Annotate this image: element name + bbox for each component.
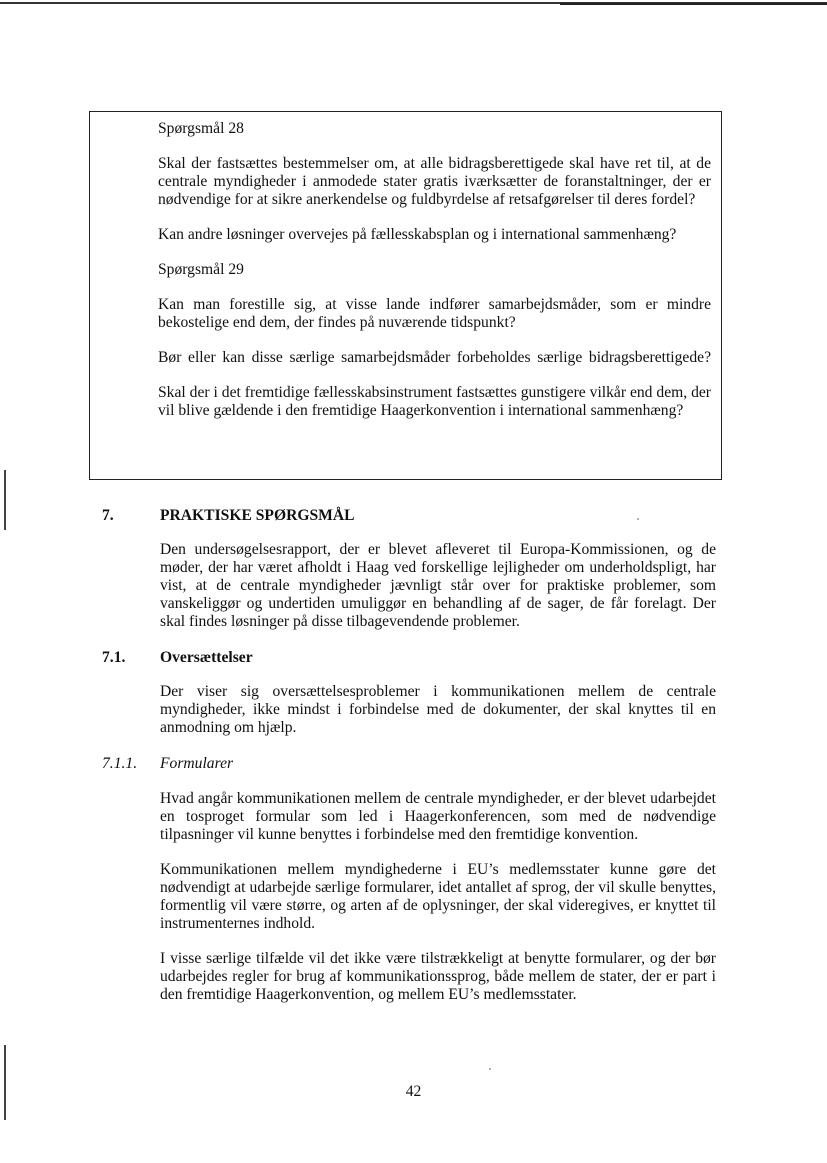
question-29-heading: Spørgsmål 29 xyxy=(158,261,244,278)
scan-speck xyxy=(637,518,639,520)
question-28-text: Skal der fastsættes bestemmelser om, at alle bidragsberettigede skal have ret til, at de centrale myndigheder i anmodede stater gratis iværksætter de foranstaltninger, der er nødvendige for at sikre anerkendelse og fuldbyrdelse af retsafgørelser til deres fordel? xyxy=(158,155,711,208)
section-7-1-1-number: 7.1.1. xyxy=(102,755,138,772)
questions-box-content xyxy=(158,120,711,437)
question-29-text: Kan man forestille sig, at visse lande indfører samarbejdsmåder, som er mindre bekostelige end dem, der findes på nuværende tidspunkt? xyxy=(158,296,711,331)
section-7-1-1-title: Formularer xyxy=(160,755,234,772)
scan-speck xyxy=(489,1068,491,1070)
section-7-number: 7. xyxy=(102,507,114,524)
section-7-1-number: 7.1. xyxy=(102,649,126,666)
question-29-followup: Bør eller kan disse særlige samarbejdsmåder forbeholdes særlige bidragsberettigede? xyxy=(158,349,711,366)
section-7-1-title: Oversættelser xyxy=(160,649,253,666)
question-28-followup: Kan andre løsninger overvejes på fællesskabsplan og i international sammenhæng? xyxy=(158,226,677,243)
section-7-1-1-paragraph-2: Kommunikationen mellem myndighederne i EU’s medlemsstater kunne gøre det nødvendigt at udarbejde særlige formularer, idet antallet af sprog, der vil skulle benyttes, formentlig vil være større, og arten af de oplysninger, der skal videregives, er knyttet til instrumenternes indhold. xyxy=(160,861,716,932)
section-7-1-1-paragraph-1: Hvad angår kommunikationen mellem de centrale myndigheder, er der blevet udarbejdet en tosproget formular som led i Haagerkonferencen, som med de nødvendige tilpasninger vil kunne benyttes i forbindelse med den fremtidige konvention. xyxy=(160,790,716,843)
section-7-1-1-body xyxy=(160,790,716,1021)
section-7-1-1-paragraph-3: I visse særlige tilfælde vil det ikke være tilstrækkeligt at benytte formularer, og der bør udarbejdes regler for brug af kommunikationssprog, både mellem de stater, der er part i den fremtidige Haagerkonvention, og mellem EU’s medlemsstater. xyxy=(160,950,716,1003)
scan-edge-left xyxy=(4,470,6,530)
section-7-body xyxy=(160,541,716,631)
section-7-1-body xyxy=(160,683,716,737)
question-28-heading: Spørgsmål 28 xyxy=(158,120,244,137)
page-number: 42 xyxy=(405,1083,422,1100)
section-7-title: PRAKTISKE SPØRGSMÅL xyxy=(160,507,355,524)
scan-edge-top-dark xyxy=(560,3,827,5)
question-29-final: Skal der i det fremtidige fællesskabsinstrument fastsættes gunstigere vilkår end dem, der vil blive gældende i den fremtidige Haagerkonvention i international sammenhæng? xyxy=(158,384,711,419)
section-7-1-paragraph: Der viser sig oversættelsesproblemer i kommunikationen mellem de centrale myndigheder, ikke mindst i forbindelse med de dokumenter, der skal knyttes til en anmodning om hjælp. xyxy=(160,683,716,736)
questions-box xyxy=(89,111,722,480)
section-7-paragraph: Den undersøgelsesrapport, der er blevet afleveret til Europa-Kommissionen, og de møder, der har været afholdt i Haag ved forskellige lejligheder om underholdspligt, har vist, at de centrale myndigheder jævnligt står over for praktiske problemer, som vanskeliggør og undertiden umuliggør en behandling af de sager, de får forelagt. Der skal findes løsninger på disse tilbagevendende problemer. xyxy=(160,541,716,630)
